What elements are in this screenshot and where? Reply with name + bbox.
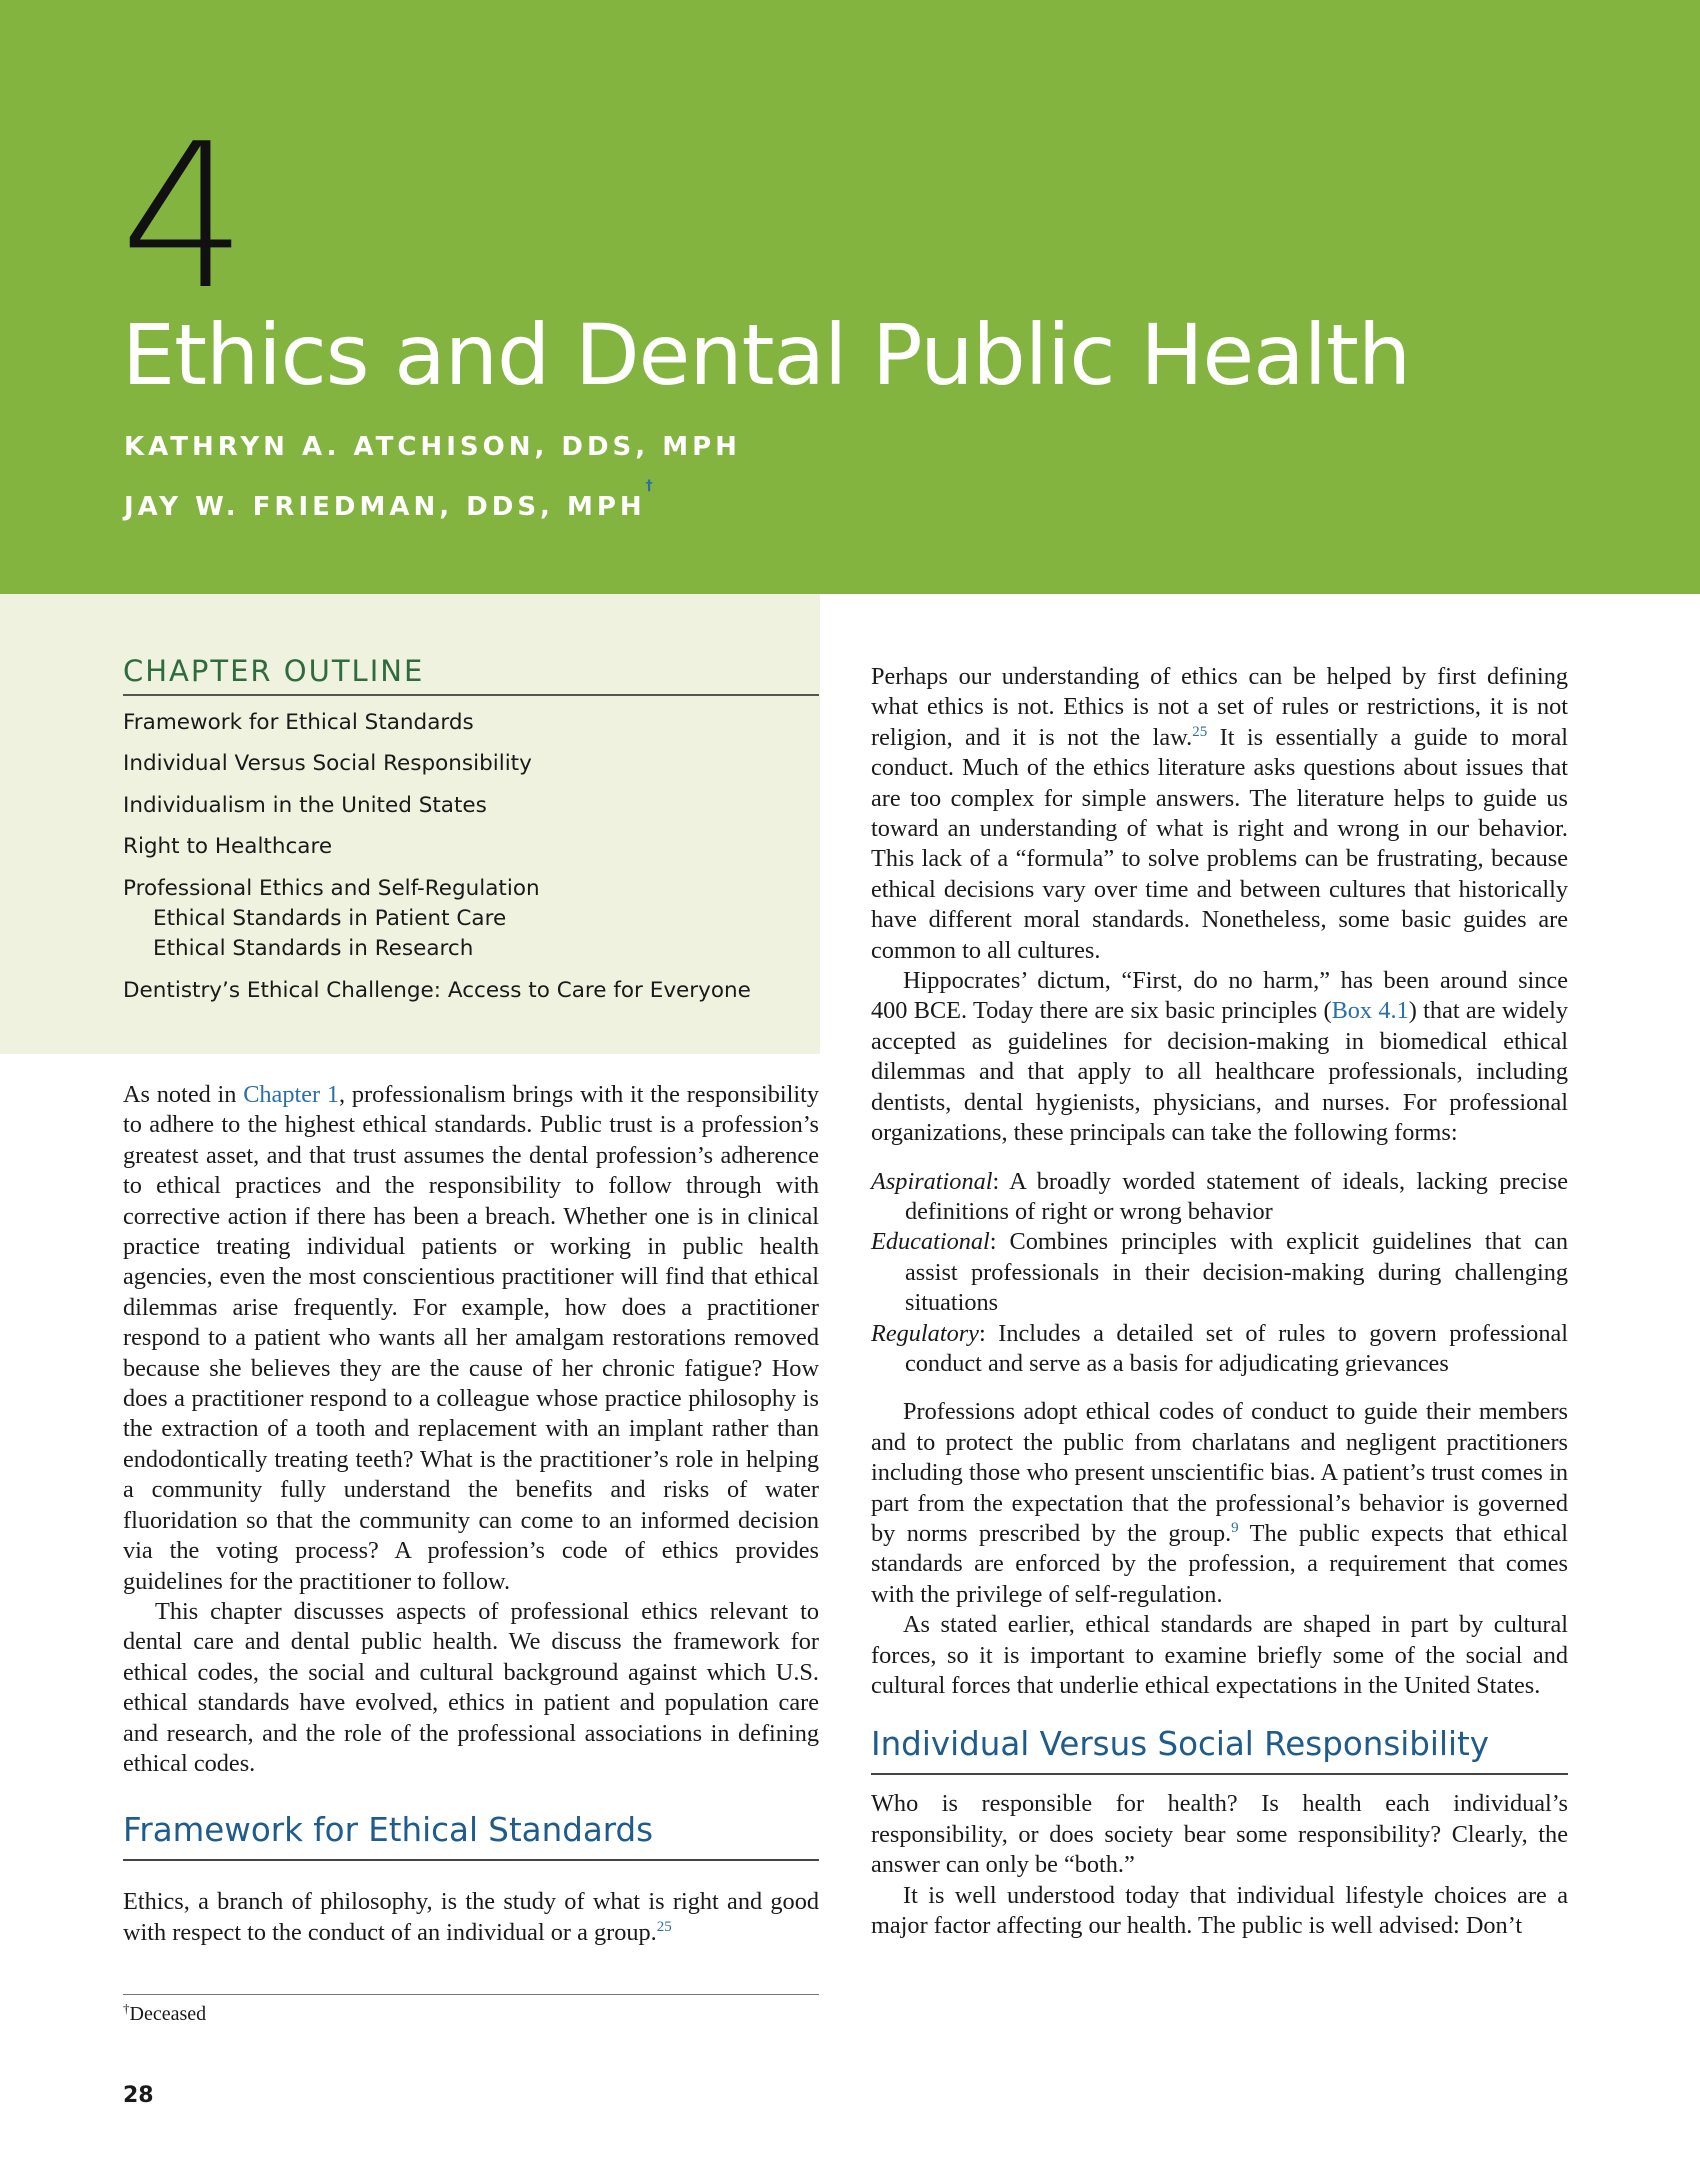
chapter-outline-heading: CHAPTER OUTLINE bbox=[123, 652, 819, 696]
outline-item[interactable]: Right to Healthcare bbox=[123, 834, 333, 859]
paragraph: Ethics, a branch of philosophy, is the study of what is right and good with respect to the conduct of an individual or a group.$^{25}$ bbox=[123, 1888, 819, 1946]
chapter-link[interactable]: Chapter 1 bbox=[243, 1081, 340, 1108]
footnote bbox=[123, 2000, 206, 2028]
chapter-banner bbox=[0, 0, 1700, 594]
author-name: JAY W. FRIEDMAN, DDS, MPH bbox=[124, 492, 646, 522]
chapter-number: 4 bbox=[120, 101, 244, 334]
page-number: 28 bbox=[123, 2083, 154, 2108]
author-1 bbox=[124, 430, 741, 464]
outline-subitem[interactable]: Ethical Standards in Patient Care bbox=[153, 906, 507, 931]
footnote-text: Deceased bbox=[129, 2003, 207, 2025]
form-term: Regulatory bbox=[871, 1319, 979, 1347]
paragraph: This chapter discusses aspects of professional ethics relevant to dental care and dental public health. We discuss the framework for ethical codes, the social and cultural background against which U.S. ethical standards have evolved, ethics in patient and population care and research, and the role of the professional associations in defining ethical codes. bbox=[123, 1597, 819, 1777]
author-mark: † bbox=[645, 478, 653, 494]
form-term: Educational bbox=[871, 1228, 990, 1256]
right-column bbox=[871, 662, 1568, 1941]
paragraph: Professions adopt ethical codes of conduct to guide their members and to protect the public from charlatans and negligent practitioners including those who present unscientific bias. A patient’s trust comes in part from the expectation that the professional’s behavior is governed by norms prescribed by the group.$^9$ The public expects that ethical standards are enforced by the profession, a requirement that comes with the privilege of self-regulation. bbox=[871, 1398, 1568, 1608]
chapter-title: Ethics and Dental Public Health bbox=[122, 306, 1411, 404]
section-heading: Individual Versus Social Responsibility bbox=[871, 1723, 1568, 1775]
citation-ref[interactable]: 9 bbox=[1231, 1519, 1239, 1536]
paragraph: As stated earlier, ethical standards are shaped in part by cultural forces, so it is important to examine briefly some of the social and cultural forces that underlie ethical expectations in the United States. bbox=[871, 1611, 1568, 1699]
outline-subitem[interactable]: Ethical Standards in Research bbox=[153, 936, 474, 961]
citation-ref[interactable]: 25 bbox=[1192, 723, 1208, 740]
author-2 bbox=[124, 478, 653, 524]
paragraph: It is well understood today that individual lifestyle choices are a major factor affecting our health. The public is well advised: Don’t bbox=[871, 1881, 1568, 1940]
footnote-divider bbox=[123, 1994, 819, 1995]
footnote-mark: † bbox=[123, 2000, 130, 2016]
outline-item[interactable]: Framework for Ethical Standards bbox=[123, 710, 474, 735]
form-item: Aspirational: A broadly worded statement of ideals, lacking precise definitions of right or wrong behavior bbox=[871, 1167, 1568, 1225]
form-term: Aspirational bbox=[871, 1167, 993, 1195]
left-column bbox=[123, 1080, 819, 1948]
outline-item[interactable]: Dentistry’s Ethical Challenge: Access to Care for Everyone bbox=[123, 978, 751, 1003]
citation-ref[interactable]: 25 bbox=[656, 1918, 672, 1935]
form-item: Regulatory: Includes a detailed set of rules to govern professional conduct and serve as a basis for adjudicating grievances bbox=[871, 1319, 1568, 1377]
paragraph: Perhaps our understanding of ethics can be helped by first defining what ethics is not. Ethics is not a set of rules or restrictions, it is not religion, and it is not the law.$^{25}$ It is essentially a guide to moral conduct. Much of the ethics literature asks questions about issues that are too complex for simple answers. The literature helps to guide us toward an understanding of what is right and wrong in our behavior. This lack of a “formula” to solve problems can be frustrating, because ethical decisions vary over time and between cultures that historically have different moral standards. Nonetheless, some basic guides are common to all cultures. bbox=[871, 663, 1569, 964]
box-link[interactable]: Box 4.1 bbox=[1331, 997, 1409, 1025]
outline-item[interactable]: Individual Versus Social Responsibility bbox=[123, 751, 532, 776]
form-item: Educational: Combines principles with explicit guidelines that can assist professionals in their decision-making during challenging situations bbox=[871, 1228, 1568, 1317]
paragraph: Hippocrates’ dictum, “First, do no harm,” has been around since 400 BCE. Today there are six basic principles (Box 4.1) that are widely accepted as guidelines for decision-making in biomedical ethical dilemmas and that apply to all healthcare professionals, including dentists, dental hygienists, physicians, and nurses. For professional organizations, these principals can take the following forms: bbox=[871, 967, 1568, 1147]
chapter-outline-box bbox=[0, 594, 820, 1054]
outline-item[interactable]: Individualism in the United States bbox=[123, 793, 487, 818]
paragraph: Who is responsible for health? Is health each individual’s responsibility, or does society bear some responsibility? Clearly, the answer can only be “both.” bbox=[871, 1790, 1568, 1879]
forms-list bbox=[871, 1167, 1568, 1380]
paragraph: As noted in Chapter 1, professionalism brings with it the responsibility to adhere to the highest ethical standards. Public trust is a profession’s greatest asset, and that trust assumes the dental profession’s adherence to ethical practices and the responsibility to follow through with corrective action if there has been a breach. Whether one is in clinical practice treating individual patients or working in public health agencies, even the most conscientious practitioner will find that ethical dilemmas arise frequently. For example, how does a practitioner respond to a patient who wants all her amalgam restorations removed because she believes they are the cause of her chronic fatigue? How does a practitioner respond to a colleague whose practice philosophy is the extraction of a tooth and replacement with an implant rather than endodontically treating teeth? What is the practitioner’s role in helping a community fully understand the benefits and risks of water fluoridation so that the community can come to an informed decision via the voting process? A profession’s code of ethics provides guidelines for the practitioner to follow. bbox=[123, 1081, 820, 1595]
outline-item[interactable]: Professional Ethics and Self-Regulation bbox=[123, 876, 540, 901]
section-heading: Framework for Ethical Standards bbox=[123, 1809, 819, 1861]
author-name: KATHRYN A. ATCHISON, DDS, MPH bbox=[124, 432, 741, 462]
